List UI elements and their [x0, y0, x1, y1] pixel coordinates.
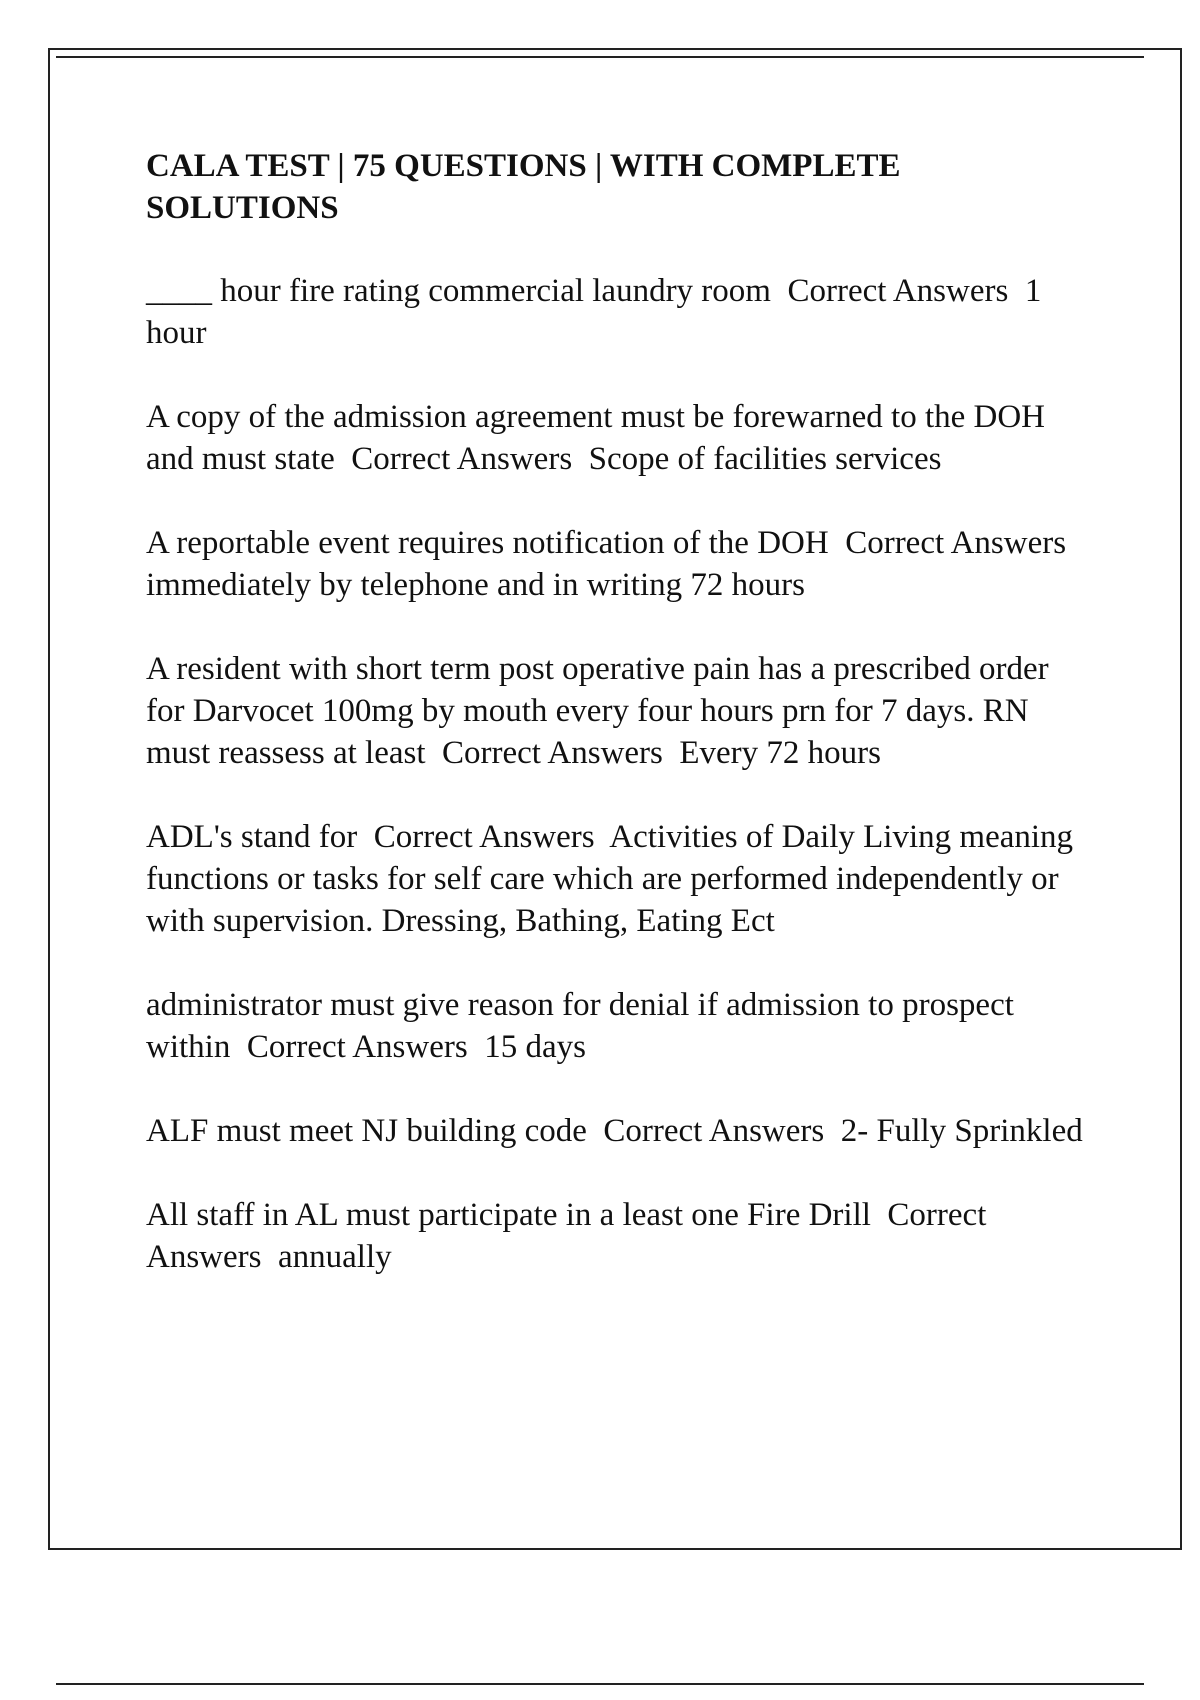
document-title: CALA TEST | 75 QUESTIONS | WITH COMPLETE SOLUTIONS: [146, 148, 909, 226]
qa-item: A copy of the admission agreement must be forewarned to the DOH and must state Correct Answers Scope of facilities services: [146, 399, 1054, 477]
document-body: [146, 145, 1086, 1320]
qa-item: ALF must meet NJ building code Correct Answers 2- Fully Sprinkled: [146, 1113, 1083, 1149]
qa-item: All staff in AL must participate in a least one Fire Drill Correct Answers annually: [146, 1197, 993, 1275]
qa-item: ____ hour fire rating commercial laundry room Correct Answers 1 hour: [146, 273, 1050, 351]
qa-item: administrator must give reason for denial if admission to prospect within Correct Answers 15 days: [146, 987, 1023, 1065]
bottom-divider: [56, 1683, 1144, 1685]
qa-item: A resident with short term post operative pain has a prescribed order for Darvocet 100mg by mouth every four hours prn for 7 days. RN must reassess at least Correct Answers Every 72 hours: [146, 651, 1057, 771]
qa-item: A reportable event requires notification of the DOH Correct Answers immediately by telephone and in writing 72 hours: [146, 525, 1083, 603]
top-divider: [56, 56, 1144, 58]
qa-item: ADL's stand for Correct Answers Activities of Daily Living meaning functions or tasks for self care which are performed independently or with supervision. Dressing, Bathing, Eating Ect: [146, 819, 1082, 939]
